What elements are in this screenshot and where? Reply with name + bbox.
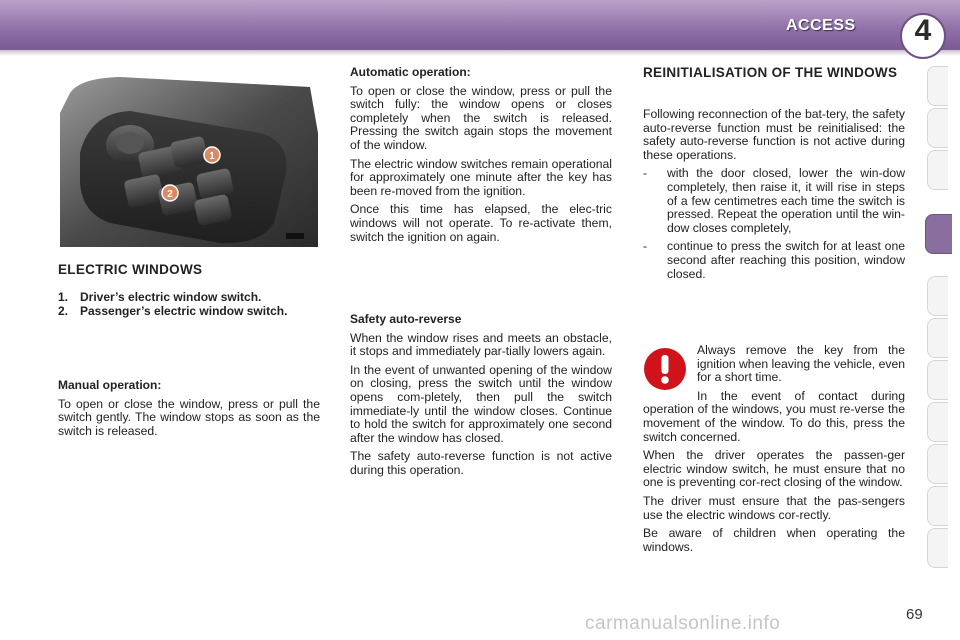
manual-operation-section [58,379,320,443]
list-item [643,167,905,235]
paragraph: Once this time has elapsed, the elec-tric windows will not operate. To re-activate them, switch the ignition on again. [350,202,612,244]
paragraph: The driver must ensure that the pas-sengers use the electric windows cor-rectly. [643,493,905,522]
chapter-tab[interactable] [927,444,948,484]
section-title: ACCESS [786,17,856,34]
paragraph: To open or close the window, press or pull the switch fully: the window opens or closes completely when the switch is released. Pressing the switch again stops the movement of the window. [350,83,612,152]
callout-2: 2 [167,189,173,200]
paragraph: When the window rises and meets an obstacle, it stops and immediately par-tially lowers again. [350,330,612,359]
warning-section [643,344,905,559]
paragraph: Following reconnection of the bat-tery, the safety auto-reverse function must be reinitialised: the safety auto-reverse function is not active during these operations. [643,107,905,162]
chapter-number: 4 [914,14,932,47]
switch-legend-list [58,290,320,318]
list-item-number: 2. [58,304,69,318]
automatic-operation-heading: Automatic operation: [350,65,471,79]
chapter-tab[interactable] [927,150,948,190]
list-item-text: continue to press the switch for at least one second after reaching this position, window closed. [667,239,905,281]
header-shadow [0,50,960,56]
paragraph: In the event of contact during operation of the windows, you must re-verse the movement of the window. To do this, press the switch concerned. [643,388,905,444]
list-item-text: with the door closed, lower the win-dow completely, then raise it, it will rise in steps of a few centimetres each time the switch is pressed. Repeat the operation until the win-dow closes completely, [667,166,905,235]
chapter-tab[interactable] [927,360,948,400]
chapter-tab-active[interactable] [925,214,952,254]
electric-windows-title: ELECTRIC WINDOWS [58,262,203,277]
manual-operation-heading: Manual operation: [58,378,162,392]
chapter-tab[interactable] [927,108,948,148]
reinitialisation-section [643,108,905,286]
list-item-dash: - [643,166,648,181]
chapter-tabs [927,66,960,576]
chapter-tab[interactable] [927,402,948,442]
paragraph: Always remove the key from the ignition when leaving the vehicle, even for a short time. [697,343,906,385]
paragraph: In the event of unwanted opening of the window on closing, press the switch until the window opens com-pletely, then pull the switch immediate-ly until the window closes. Continue to hold the switch for approximately one second after the window has closed. [350,362,612,445]
paragraph: The electric window switches remain operational for approximately one minute after the key has been re-moved from the ignition. [350,156,612,198]
page-number: 69 [906,606,923,623]
chapter-tab[interactable] [927,66,948,106]
watermark: carmanualsonline.info [585,613,781,634]
callout-1: 1 [209,151,215,162]
list-item [643,240,905,281]
list-item-text: Driver’s electric window switch. [80,290,262,304]
list-item-number: 1. [58,290,69,304]
paragraph: When the driver operates the passen-ger electric window switch, he must ensure that no one is preventing cor-rect closing of the window. [643,448,905,490]
list-item-text: Passenger’s electric window switch. [80,304,288,318]
paragraph: The safety auto-reverse function is not active during this operation. [350,449,612,477]
door-window-switch-panel-photo [60,73,318,247]
chapter-tab[interactable] [927,528,948,568]
list-item [58,290,320,304]
automatic-operation-section [350,66,612,249]
chapter-tab[interactable] [927,318,948,358]
safety-auto-reverse-heading: Safety auto-reverse [350,312,462,326]
chapter-tab[interactable] [927,276,948,316]
list-item-dash: - [643,239,648,254]
safety-auto-reverse-section [350,313,612,483]
manual-operation-text: To open or close the window, press or pull the switch gently. The window stops as soon as the switch is released. [58,396,320,438]
list-item [58,304,320,318]
chapter-tab[interactable] [927,486,948,526]
reinitialisation-title: REINITIALISATION OF THE WINDOWS [643,65,898,80]
paragraph: Be aware of children when operating the windows. [643,526,905,554]
